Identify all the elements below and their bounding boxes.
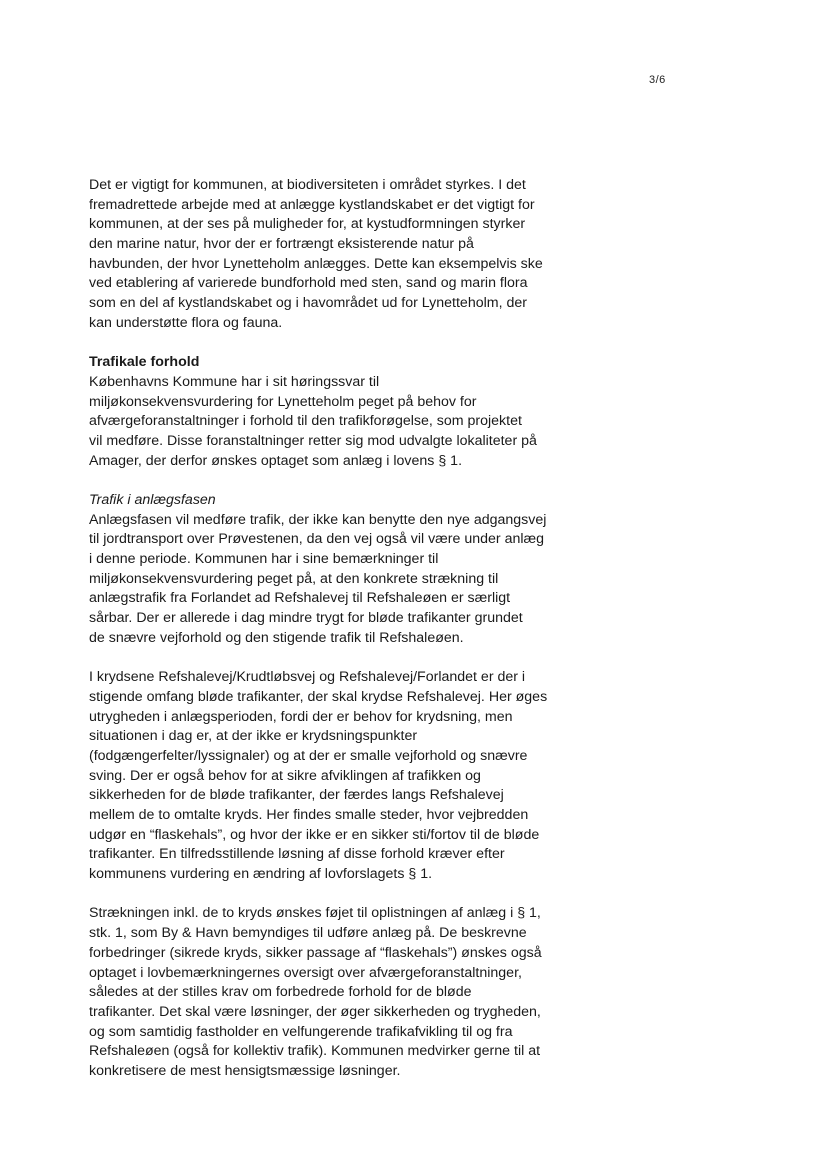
- text-line: sving. Der er også behov for at sikre afviklingen af trafikken og: [89, 767, 481, 784]
- text-line: ved etablering af varierede bundforhold med sten, sand og marin flora: [89, 275, 528, 292]
- text-line: vil medføre. Disse foranstaltninger retter sig mod udvalgte lokaliteter på: [89, 432, 537, 449]
- paragraph-straekningen: [89, 904, 569, 1081]
- text-line: til jordtransport over Prøvestenen, da den vej også vil være under anlæg: [89, 531, 545, 548]
- text-line: Amager, der derfor ønskes optaget som anlæg i lovens § 1.: [89, 452, 463, 469]
- text-line: kan understøtte flora og fauna.: [89, 314, 283, 331]
- text-line: udgør en “flaskehals”, og hvor der ikke er en sikker sti/fortov til de bløde: [89, 826, 540, 843]
- text-line: således at der stilles krav om forbedrede forhold for de bløde: [89, 984, 472, 1001]
- text-line: miljøkonsekvensvurdering peget på, at den konkrete strækning til: [89, 570, 499, 587]
- text-line: trafikanter. En tilfredsstillende løsning af disse forhold kræver efter: [89, 846, 505, 863]
- text-line: afværgeforanstaltninger i forhold til den trafikforøgelse, som projektet: [89, 413, 522, 430]
- text-line: som en del af kystlandskabet og i havområdet ud for Lynetteholm, der: [89, 295, 527, 312]
- section-heading: Trafikale forhold: [89, 354, 200, 371]
- text-line: havbunden, der hvor Lynetteholm anlægges. Dette kan eksempelvis ske: [89, 255, 543, 272]
- paragraph-gap: [89, 649, 569, 669]
- text-line: de snævre vejforhold og den stigende trafik til Refshaleøen.: [89, 629, 464, 646]
- text-line: forbedringer (sikrede kryds, sikker passage af “flaskehals”) ønskes også: [89, 944, 542, 961]
- text-line: situationen i dag er, at der ikke er krydsningspunkter: [89, 728, 418, 745]
- paragraph-krydsene: [89, 668, 569, 885]
- subsection-heading: Trafik i anlægsfasen: [89, 492, 216, 508]
- text-line: Strækningen inkl. de to kryds ønskes føjet til oplistningen af anlæg i § 1,: [89, 905, 541, 922]
- text-line: stk. 1, som By & Havn bemyndiges til udføre anlæg på. De beskrevne: [89, 925, 527, 942]
- document-body: [89, 176, 569, 1082]
- text-line: Københavns Kommune har i sit høringssvar til: [89, 373, 380, 390]
- text-line: i denne periode. Kommunen har i sine bemærkninger til: [89, 551, 439, 568]
- text-line: Refshaleøen (også for kollektiv trafik). Kommunen medvirker gerne til at: [89, 1043, 541, 1060]
- text-line: fremadrettede arbejde med at anlægge kystlandskabet er det vigtigt for: [89, 196, 535, 213]
- paragraph-gap: [89, 334, 569, 354]
- text-line: stigende omfang bløde trafikanter, der skal krydse Refshalevej. Her øges: [89, 688, 548, 705]
- paragraph-gap: [89, 885, 569, 905]
- text-line: optaget i lovbemærkningernes oversigt over afværgeforanstaltninger,: [89, 964, 522, 981]
- text-line: (fodgængerfelter/lyssignaler) og at der er smalle vejforhold og snævre: [89, 747, 528, 764]
- text-line: I krydsene Refshalevej/Krudtløbsvej og Refshalevej/Forlandet er der i: [89, 669, 526, 686]
- text-line: Det er vigtigt for kommunen, at biodiversiteten i området styrkes. I det: [89, 177, 526, 193]
- text-line: konkretisere de mest hensigtsmæssige løsninger.: [89, 1062, 401, 1079]
- text-line: kommunen, at der ses på muligheder for, at kystudformningen styrker: [89, 216, 526, 233]
- text-line: mellem de to omtalte kryds. Her findes smalle steder, hvor vejbredden: [89, 807, 529, 823]
- text-line: sikkerheden for de bløde trafikanter, der færdes langs Refshalevej: [89, 787, 504, 804]
- text-line: trafikanter. Det skal være løsninger, der øger sikkerheden og trygheden,: [89, 1003, 541, 1020]
- text-line: Anlægsfasen vil medføre trafik, der ikke kan benytte den nye adgangsvej: [89, 511, 547, 528]
- paragraph-biodiversity: [89, 176, 569, 334]
- text-line: sårbar. Der er allerede i dag mindre trygt for bløde trafikanter grundet: [89, 610, 523, 627]
- text-line: den marine natur, hvor der er fortrængt eksisterende natur på: [89, 236, 474, 253]
- paragraph-gap: [89, 471, 569, 491]
- text-line: kommunens vurdering en ændring af lovforslagets § 1.: [89, 866, 433, 883]
- text-line: miljøkonsekvensvurdering for Lynetteholm peget på behov for: [89, 393, 477, 410]
- text-line: og som samtidig fastholder en velfungerende trafikafvikling til og fra: [89, 1023, 513, 1040]
- page-number: 3/6: [649, 74, 666, 86]
- text-line: anlægstrafik fra Forlandet ad Refshalevej til Refshaleøen er særligt: [89, 590, 511, 607]
- section-trafikale-forhold: [89, 353, 569, 471]
- text-line: utrygheden i anlægsperioden, fordi der er behov for krydsning, men: [89, 708, 513, 725]
- section-trafik-i-anlaegsfasen: [89, 491, 569, 649]
